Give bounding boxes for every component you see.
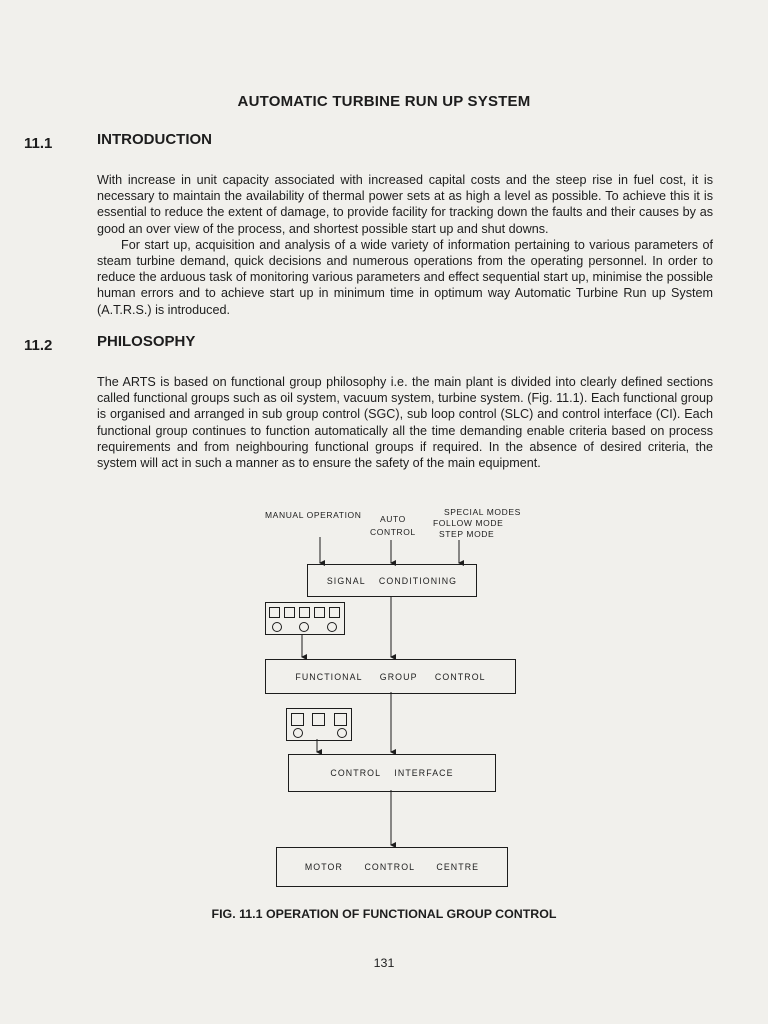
intro-paragraph-2: For start up, acquisition and analysis of a wide variety of information pertaining to various parameters of steam turbine demand, quick decisions and numerous operations from the operating personnel. In order to reduce the arduous task of monitoring various parameters and effect sequential start up, minimise the possible human errors and to achieve start up in minimum time in optimum way Automatic Turbine Run up System (A.T.R.S.) is introduced. (97, 237, 713, 317)
control-interface-label: CONTROL INTERFACE (330, 768, 454, 778)
label-auto: AUTO (380, 514, 406, 524)
label-control: CONTROL (370, 527, 416, 537)
document-title: AUTOMATIC TURBINE RUN UP SYSTEM (237, 93, 531, 110)
philosophy-paragraph-1: The ARTS is based on functional group philosophy i.e. the main plant is divided into clearly defined sections called functional groups such as oil system, vacuum system, turbine system. (Fig. 11.1). Each functional group is organised and arranged in sub group control (SGC), sub loop control (SLC) and control interface (CI). Each functional group continues to function automatically all the time demanding enable criteria based on process requirements and from neighbouring functional groups if required. In the absence of desired criteria, the system will act in such a manner as to ensure the safety of the main equipment. (97, 375, 713, 471)
figure-caption: FIG. 11.1 OPERATION OF FUNCTIONAL GROUP CONTROL (211, 907, 557, 921)
section-number-philosophy: 11.2 (24, 337, 53, 354)
motor-control-centre-label: MOTOR CONTROL CENTRE (304, 862, 480, 872)
signal-conditioning-box (307, 564, 477, 597)
page-number: 131 (373, 956, 395, 970)
label-manual-operation: MANUAL OPERATION (265, 510, 362, 520)
intro-paragraph-1: With increase in unit capacity associated with increased capital costs and the steep rise in fuel cost, it is necessary to maintain the availability of thermal power sets at as high a level as possible. To achieve this it is essential to reduce the extent of damage, to provide facility for tracking down the faults and their causes by as good an over view of the process, and shortest possible start up and shut downs. (97, 173, 713, 236)
control-panel-2-icon (286, 708, 352, 741)
label-follow-mode: FOLLOW MODE (433, 518, 504, 528)
functional-group-control-box (265, 659, 516, 694)
control-panel-1-icon (265, 602, 345, 635)
section-heading-intro: INTRODUCTION (97, 131, 212, 148)
control-interface-box (288, 754, 496, 792)
section-number-intro: 11.1 (24, 135, 53, 152)
functional-group-control-label: FUNCTIONAL GROUP CONTROL (295, 671, 486, 682)
section-heading-philosophy: PHILOSOPHY (97, 333, 196, 350)
label-step-mode: STEP MODE (439, 529, 495, 539)
motor-control-centre-box (276, 847, 508, 887)
signal-conditioning-label: SIGNAL CONDITIONING (326, 575, 458, 586)
label-special-modes: SPECIAL MODES (444, 507, 521, 517)
